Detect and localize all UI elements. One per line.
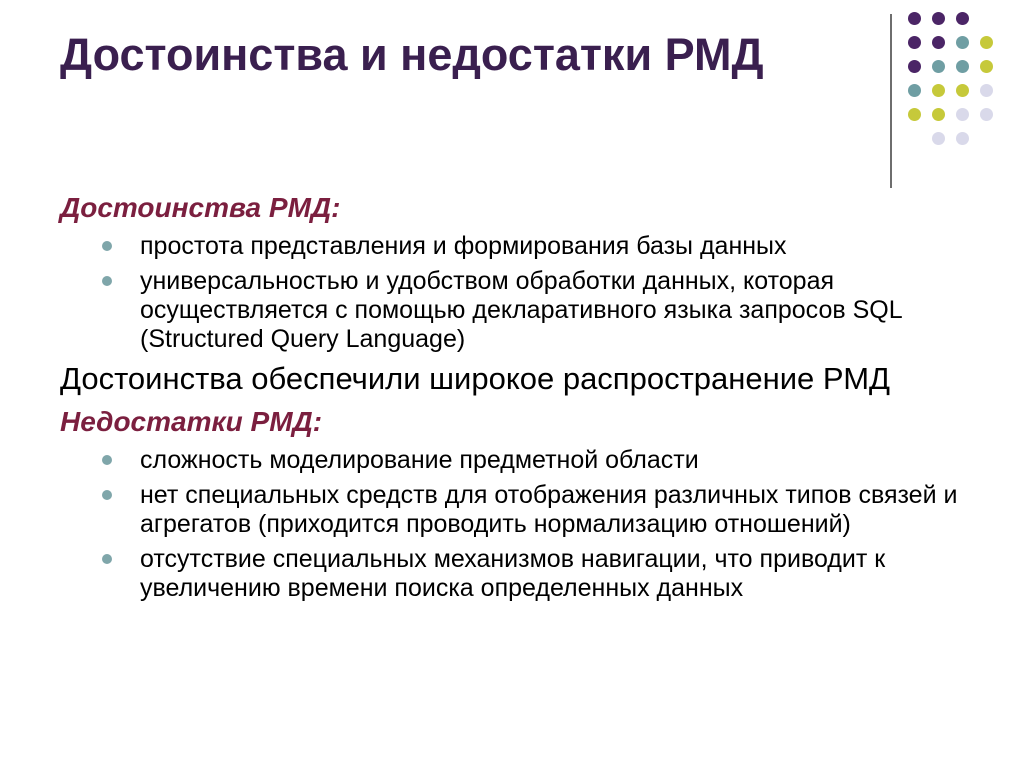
list-item-text: отсутствие специальных механизмов навигации, что приводит к увеличению времени поиска определенных данных <box>140 545 886 602</box>
list-item <box>60 232 1000 261</box>
list-item <box>60 545 1000 603</box>
decorative-dot-icon <box>932 60 945 73</box>
bullet-dot-icon <box>102 455 112 465</box>
slide-body <box>60 190 1000 609</box>
decorative-dot-icon <box>932 84 945 97</box>
advantages-list <box>60 232 1000 354</box>
decorative-dot-icon <box>980 60 993 73</box>
decorative-dot-icon <box>932 12 945 25</box>
list-item-text: нет специальных средств для отображения различных типов связей и агрегатов (приходится проводить нормализацию отношений) <box>140 481 958 538</box>
decorative-dot-icon <box>908 84 921 97</box>
list-item <box>60 481 1000 539</box>
list-item-text: простота представления и формирования базы данных <box>140 232 787 260</box>
decorative-dot-icon <box>980 36 993 49</box>
decorative-dot-icon <box>980 108 993 121</box>
decorative-dot-icon <box>932 108 945 121</box>
decorative-dot-icon <box>908 36 921 49</box>
bullet-dot-icon <box>102 554 112 564</box>
bullet-dot-icon <box>102 276 112 286</box>
list-item-text: универсальностью и удобством обработки данных, которая осуществляется с помощью декларативного языка запросов SQL (Structured Query Language) <box>140 267 902 353</box>
decorative-dot-icon <box>932 132 945 145</box>
decorative-dot-icon <box>956 60 969 73</box>
decorative-dot-icon <box>908 12 921 25</box>
list-item-text: сложность моделирование предметной области <box>140 446 699 474</box>
decorative-dot-icon <box>956 36 969 49</box>
decorative-dot-icon <box>956 132 969 145</box>
list-item <box>60 267 1000 354</box>
statement-text: Достоинства обеспечили широкое распространение РМД <box>60 361 891 396</box>
decorative-dot-icon <box>956 108 969 121</box>
decorative-dot-icon <box>956 12 969 25</box>
list-item <box>60 446 1000 475</box>
decorative-dot-icon <box>908 108 921 121</box>
disadvantages-heading: Недостатки РМД: <box>60 406 323 437</box>
disadvantages-list <box>60 446 1000 603</box>
bullet-dot-icon <box>102 490 112 500</box>
decorative-dot-icon <box>980 84 993 97</box>
bullet-dot-icon <box>102 241 112 251</box>
decorative-dot-grid <box>908 12 1008 162</box>
advantages-heading: Достоинства РМД: <box>60 192 341 223</box>
slide-title: Достоинства и недостатки РМД <box>60 29 764 80</box>
decorative-dot-icon <box>908 60 921 73</box>
decorative-divider-line <box>890 14 892 188</box>
decorative-dot-icon <box>956 84 969 97</box>
decorative-dot-icon <box>932 36 945 49</box>
